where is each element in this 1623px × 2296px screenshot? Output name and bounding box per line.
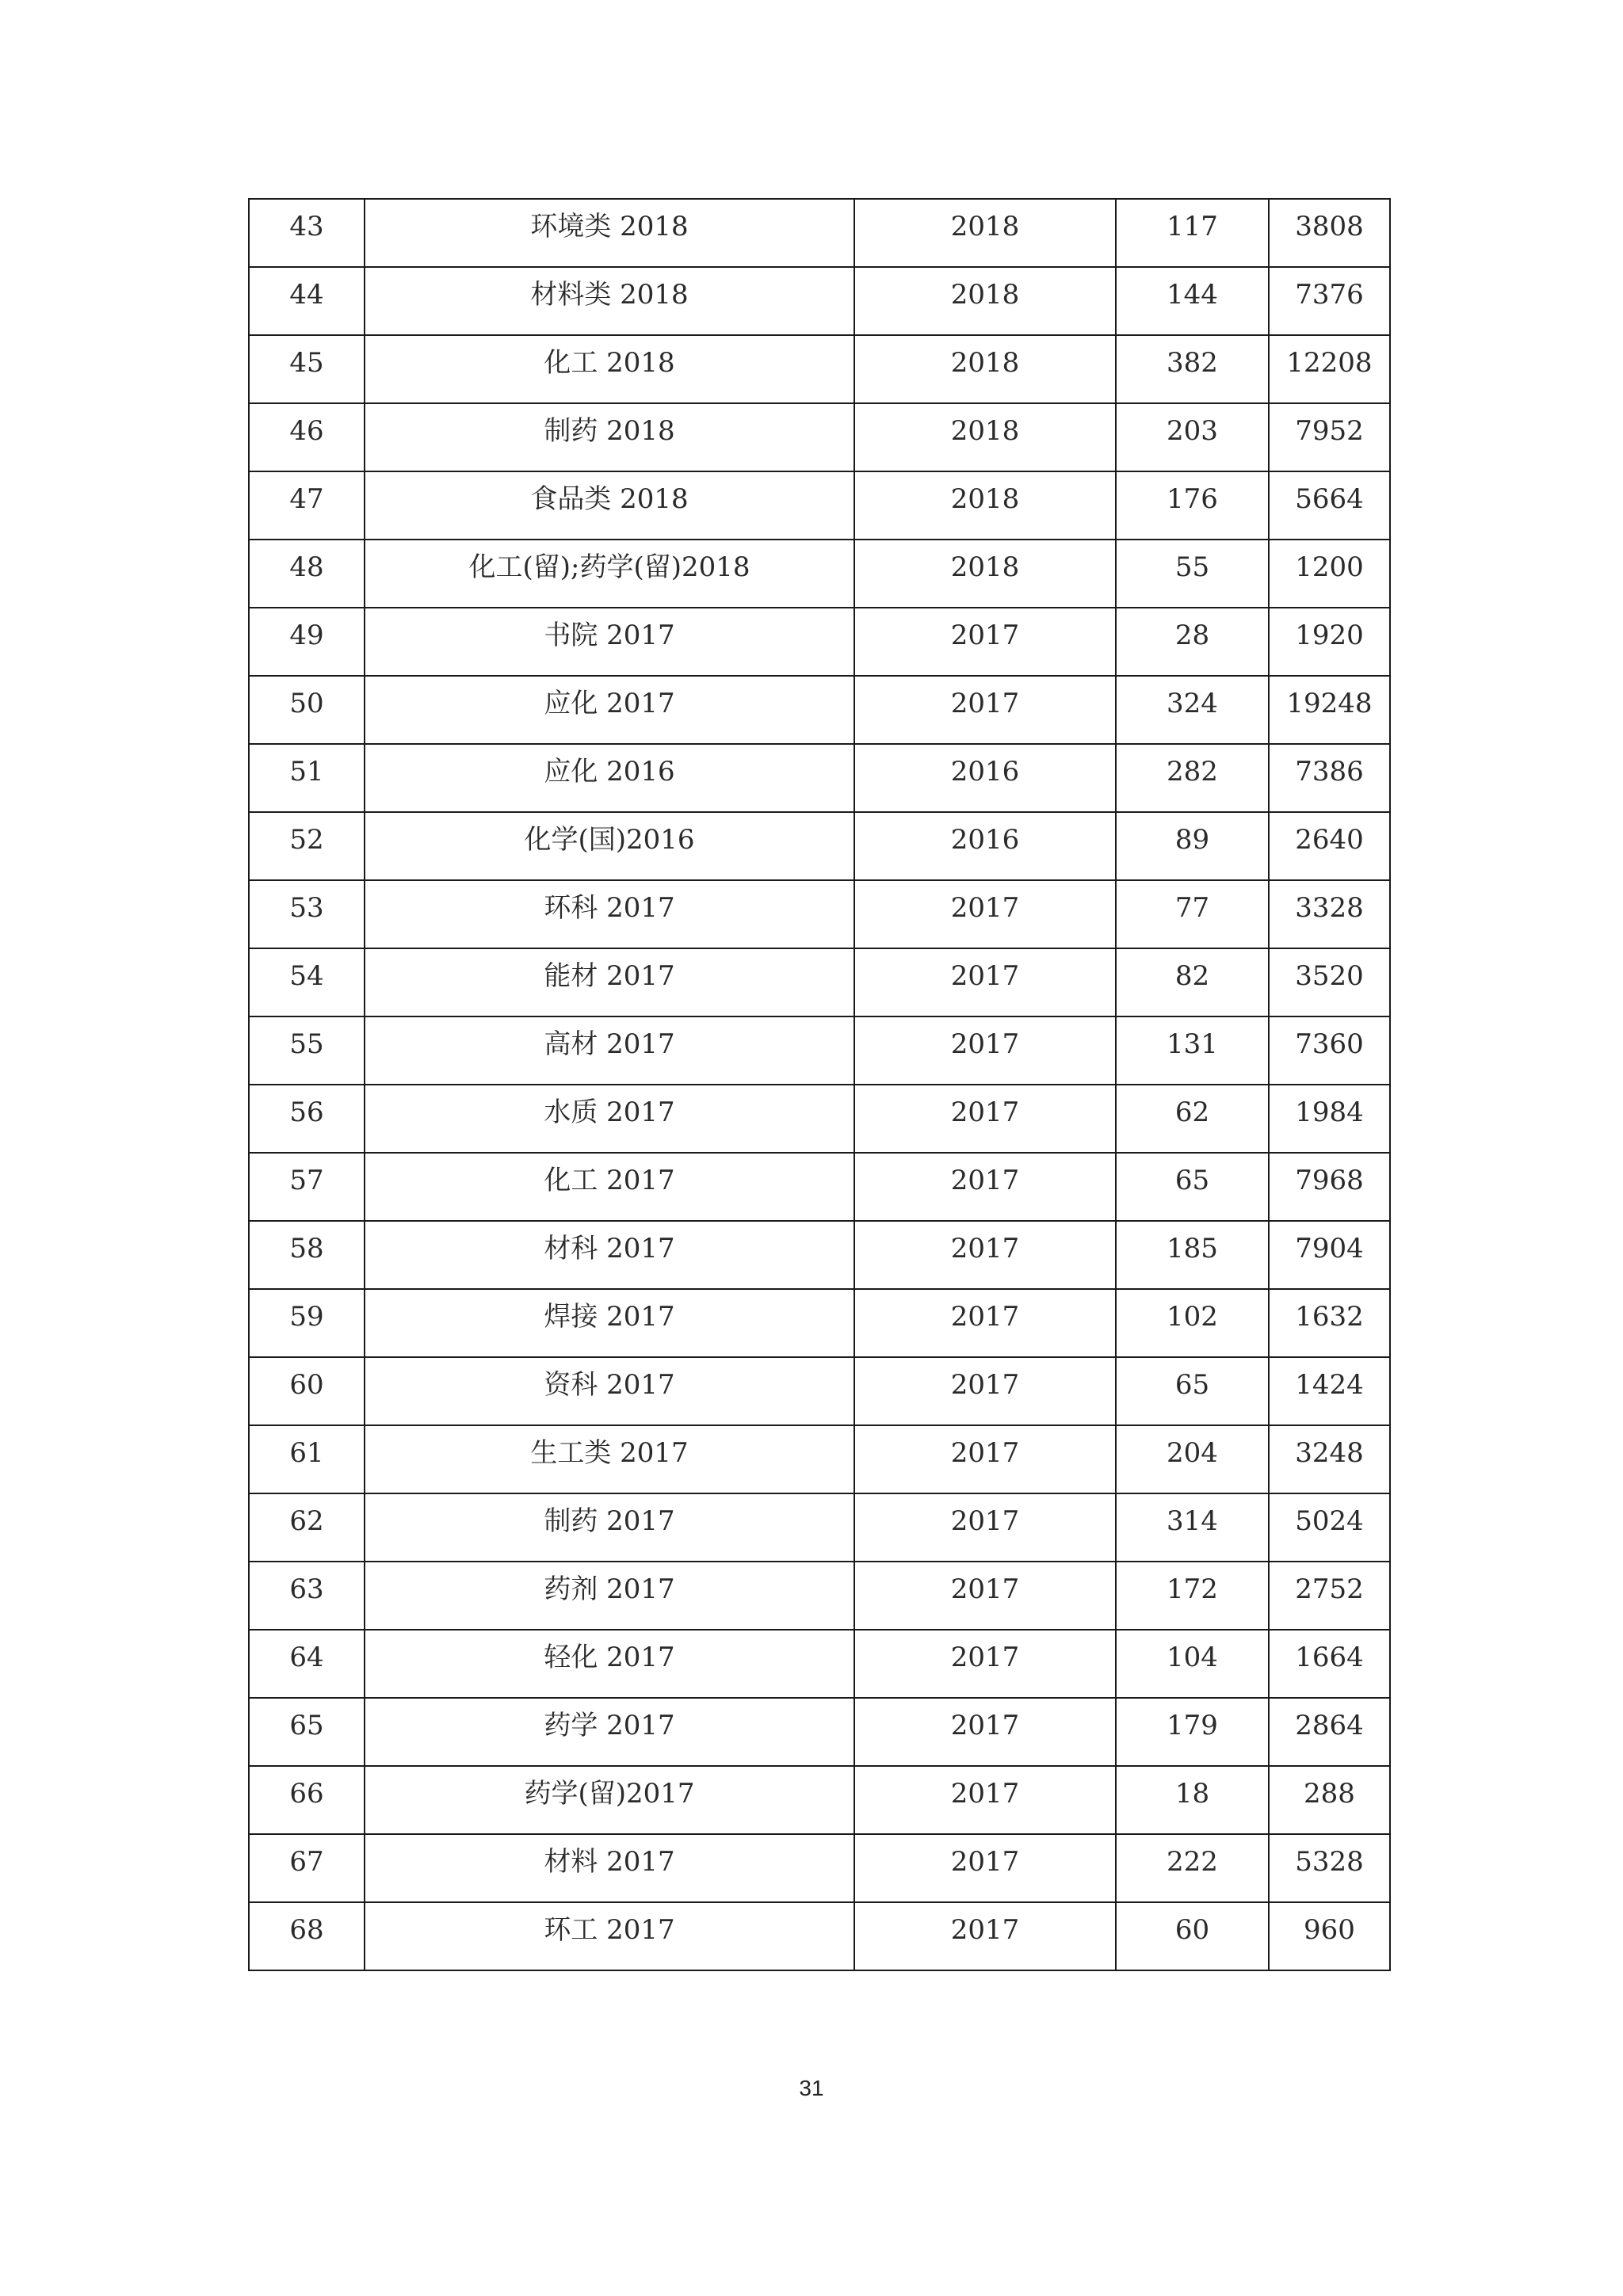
cell-total: 2640 <box>1269 812 1390 880</box>
cell-total: 3808 <box>1269 199 1390 267</box>
cell-count: 102 <box>1116 1289 1269 1357</box>
table-row <box>249 335 1390 403</box>
cell-total: 5664 <box>1269 471 1390 540</box>
table-row <box>249 199 1390 267</box>
cell-count: 172 <box>1116 1562 1269 1630</box>
cell-number: 67 <box>249 1834 365 1902</box>
cell-year: 2017 <box>854 1425 1116 1493</box>
cell-year: 2017 <box>854 880 1116 948</box>
cell-number: 58 <box>249 1221 365 1289</box>
cell-count: 77 <box>1116 880 1269 948</box>
table-row <box>249 1289 1390 1357</box>
cell-class-name: 应化 2017 <box>365 676 854 744</box>
cell-class-name: 书院 2017 <box>365 608 854 676</box>
cell-class-name: 制药 2018 <box>365 403 854 471</box>
cell-number: 43 <box>249 199 365 267</box>
cell-count: 18 <box>1116 1766 1269 1834</box>
cell-year: 2016 <box>854 744 1116 812</box>
cell-class-name: 药学(留)2017 <box>365 1766 854 1834</box>
table-row <box>249 608 1390 676</box>
cell-year: 2018 <box>854 403 1116 471</box>
table-row <box>249 676 1390 744</box>
table-row <box>249 540 1390 608</box>
cell-count: 65 <box>1116 1153 1269 1221</box>
cell-year: 2017 <box>854 948 1116 1016</box>
cell-number: 64 <box>249 1630 365 1698</box>
cell-total: 1664 <box>1269 1630 1390 1698</box>
cell-year: 2017 <box>854 1016 1116 1085</box>
cell-year: 2017 <box>854 1902 1116 1970</box>
cell-count: 104 <box>1116 1630 1269 1698</box>
cell-number: 59 <box>249 1289 365 1357</box>
cell-class-name: 环科 2017 <box>365 880 854 948</box>
cell-total: 7968 <box>1269 1153 1390 1221</box>
cell-total: 7386 <box>1269 744 1390 812</box>
cell-number: 49 <box>249 608 365 676</box>
table-row <box>249 1153 1390 1221</box>
table-row <box>249 403 1390 471</box>
table-row <box>249 1902 1390 1970</box>
table-body <box>249 199 1390 1970</box>
cell-count: 82 <box>1116 948 1269 1016</box>
cell-count: 28 <box>1116 608 1269 676</box>
cell-total: 1200 <box>1269 540 1390 608</box>
table-row <box>249 1357 1390 1425</box>
cell-year: 2017 <box>854 1085 1116 1153</box>
cell-year: 2018 <box>854 540 1116 608</box>
cell-count: 203 <box>1116 403 1269 471</box>
cell-class-name: 水质 2017 <box>365 1085 854 1153</box>
cell-number: 56 <box>249 1085 365 1153</box>
cell-total: 2864 <box>1269 1698 1390 1766</box>
table-row <box>249 1630 1390 1698</box>
cell-total: 288 <box>1269 1766 1390 1834</box>
cell-count: 282 <box>1116 744 1269 812</box>
cell-number: 65 <box>249 1698 365 1766</box>
cell-class-name: 材科 2017 <box>365 1221 854 1289</box>
cell-total: 1920 <box>1269 608 1390 676</box>
cell-total: 3520 <box>1269 948 1390 1016</box>
cell-class-name: 生工类 2017 <box>365 1425 854 1493</box>
cell-year: 2016 <box>854 812 1116 880</box>
cell-class-name: 药学 2017 <box>365 1698 854 1766</box>
cell-class-name: 材料类 2018 <box>365 267 854 335</box>
table-row <box>249 1085 1390 1153</box>
cell-number: 54 <box>249 948 365 1016</box>
cell-count: 65 <box>1116 1357 1269 1425</box>
cell-total: 7904 <box>1269 1221 1390 1289</box>
cell-number: 60 <box>249 1357 365 1425</box>
cell-total: 7952 <box>1269 403 1390 471</box>
table-row <box>249 1425 1390 1493</box>
cell-number: 44 <box>249 267 365 335</box>
cell-class-name: 化工(留);药学(留)2018 <box>365 540 854 608</box>
table-row <box>249 1562 1390 1630</box>
cell-count: 324 <box>1116 676 1269 744</box>
cell-number: 68 <box>249 1902 365 1970</box>
cell-count: 144 <box>1116 267 1269 335</box>
cell-count: 176 <box>1116 471 1269 540</box>
cell-total: 1424 <box>1269 1357 1390 1425</box>
cell-class-name: 化工 2018 <box>365 335 854 403</box>
cell-total: 12208 <box>1269 335 1390 403</box>
cell-class-name: 药剂 2017 <box>365 1562 854 1630</box>
cell-number: 61 <box>249 1425 365 1493</box>
cell-count: 222 <box>1116 1834 1269 1902</box>
cell-class-name: 焊接 2017 <box>365 1289 854 1357</box>
cell-count: 131 <box>1116 1016 1269 1085</box>
page-number: 31 <box>799 2076 824 2100</box>
table-row <box>249 948 1390 1016</box>
cell-count: 185 <box>1116 1221 1269 1289</box>
cell-class-name: 资科 2017 <box>365 1357 854 1425</box>
cell-total: 2752 <box>1269 1562 1390 1630</box>
cell-number: 47 <box>249 471 365 540</box>
table-row <box>249 267 1390 335</box>
cell-number: 51 <box>249 744 365 812</box>
table-row <box>249 1834 1390 1902</box>
table-row <box>249 471 1390 540</box>
cell-class-name: 材料 2017 <box>365 1834 854 1902</box>
cell-count: 62 <box>1116 1085 1269 1153</box>
cell-total: 3248 <box>1269 1425 1390 1493</box>
cell-count: 89 <box>1116 812 1269 880</box>
cell-class-name: 轻化 2017 <box>365 1630 854 1698</box>
cell-number: 45 <box>249 335 365 403</box>
table-row <box>249 1766 1390 1834</box>
data-table <box>248 198 1391 1971</box>
cell-year: 2018 <box>854 471 1116 540</box>
cell-year: 2017 <box>854 1698 1116 1766</box>
cell-year: 2017 <box>854 1289 1116 1357</box>
cell-year: 2017 <box>854 1834 1116 1902</box>
cell-year: 2017 <box>854 1221 1116 1289</box>
table-row <box>249 1221 1390 1289</box>
cell-total: 7360 <box>1269 1016 1390 1085</box>
table-row <box>249 1698 1390 1766</box>
cell-number: 55 <box>249 1016 365 1085</box>
cell-class-name: 环境类 2018 <box>365 199 854 267</box>
cell-number: 62 <box>249 1493 365 1562</box>
cell-class-name: 能材 2017 <box>365 948 854 1016</box>
cell-year: 2017 <box>854 676 1116 744</box>
cell-number: 52 <box>249 812 365 880</box>
cell-count: 55 <box>1116 540 1269 608</box>
cell-year: 2017 <box>854 1493 1116 1562</box>
cell-count: 60 <box>1116 1902 1269 1970</box>
cell-total: 3328 <box>1269 880 1390 948</box>
cell-year: 2017 <box>854 1630 1116 1698</box>
cell-number: 48 <box>249 540 365 608</box>
cell-number: 57 <box>249 1153 365 1221</box>
cell-count: 382 <box>1116 335 1269 403</box>
table-row <box>249 1493 1390 1562</box>
cell-year: 2018 <box>854 199 1116 267</box>
cell-total: 960 <box>1269 1902 1390 1970</box>
cell-total: 1984 <box>1269 1085 1390 1153</box>
cell-year: 2018 <box>854 267 1116 335</box>
cell-total: 1632 <box>1269 1289 1390 1357</box>
cell-year: 2017 <box>854 1357 1116 1425</box>
cell-class-name: 制药 2017 <box>365 1493 854 1562</box>
cell-class-name: 食品类 2018 <box>365 471 854 540</box>
table-row <box>249 880 1390 948</box>
table-row <box>249 744 1390 812</box>
cell-number: 63 <box>249 1562 365 1630</box>
cell-class-name: 化工 2017 <box>365 1153 854 1221</box>
table-row <box>249 1016 1390 1085</box>
cell-year: 2018 <box>854 335 1116 403</box>
cell-year: 2017 <box>854 608 1116 676</box>
cell-class-name: 高材 2017 <box>365 1016 854 1085</box>
cell-class-name: 化学(国)2016 <box>365 812 854 880</box>
cell-year: 2017 <box>854 1153 1116 1221</box>
cell-year: 2017 <box>854 1766 1116 1834</box>
cell-number: 66 <box>249 1766 365 1834</box>
cell-class-name: 应化 2016 <box>365 744 854 812</box>
cell-count: 314 <box>1116 1493 1269 1562</box>
cell-count: 179 <box>1116 1698 1269 1766</box>
cell-total: 7376 <box>1269 267 1390 335</box>
cell-total: 5024 <box>1269 1493 1390 1562</box>
cell-year: 2017 <box>854 1562 1116 1630</box>
table-row <box>249 812 1390 880</box>
cell-count: 204 <box>1116 1425 1269 1493</box>
cell-class-name: 环工 2017 <box>365 1902 854 1970</box>
cell-number: 46 <box>249 403 365 471</box>
cell-number: 50 <box>249 676 365 744</box>
cell-total: 5328 <box>1269 1834 1390 1902</box>
cell-count: 117 <box>1116 199 1269 267</box>
cell-number: 53 <box>249 880 365 948</box>
cell-total: 19248 <box>1269 676 1390 744</box>
